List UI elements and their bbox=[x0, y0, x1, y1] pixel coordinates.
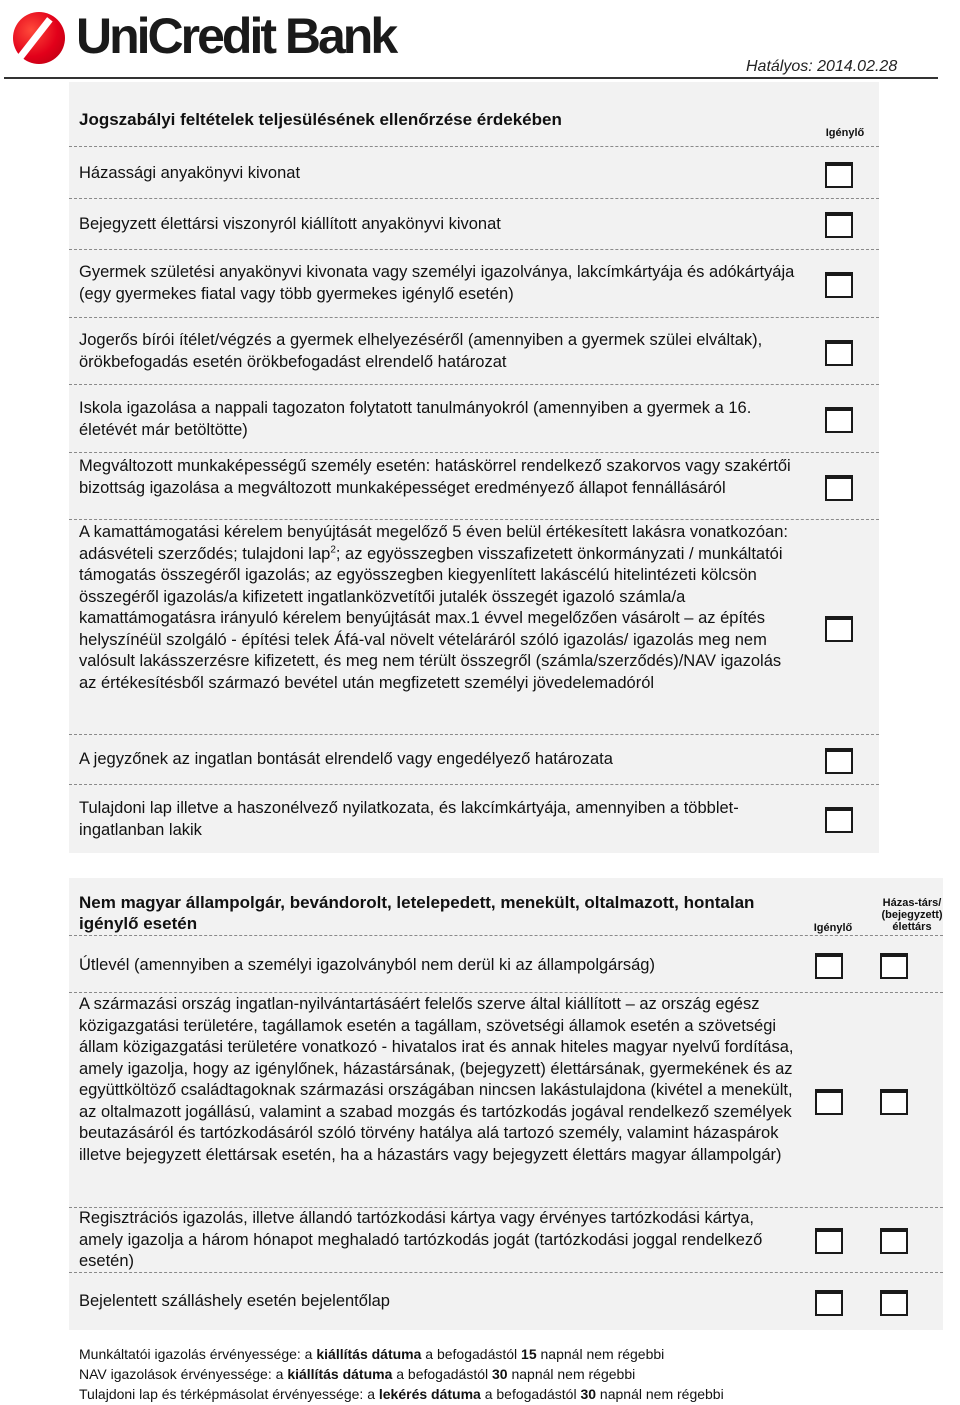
divider bbox=[69, 734, 879, 735]
section1-col-applicant: Igénylő bbox=[825, 127, 865, 139]
divider bbox=[69, 249, 879, 250]
divider bbox=[69, 384, 879, 385]
section2-col-spouse: Házas-társ/ (bejegyzett) élettárs bbox=[881, 897, 943, 933]
doc-accommodation-form: Bejelentett szálláshely esetén bejelentőlap bbox=[79, 1292, 390, 1310]
checkbox-registration-applicant[interactable] bbox=[815, 1228, 843, 1254]
divider bbox=[69, 935, 943, 936]
bank-name: UniCredit Bank bbox=[76, 8, 396, 64]
doc-school-certificate: Iskola igazolása a nappali tagozaton folytatott tanulmányokról (amennyiben a gyermek a 16. életévét már betöltötte) bbox=[79, 399, 752, 439]
doc-partnership-certificate: Bejegyzett élettársi viszonyról kiállított anyakönyvi kivonat bbox=[79, 215, 501, 233]
doc-passport: Útlevél (amennyiben a személyi igazolványból nem derül ki az állampolgárság) bbox=[79, 956, 655, 974]
divider bbox=[69, 452, 879, 453]
checkbox-marriage-certificate[interactable] bbox=[825, 162, 853, 188]
divider bbox=[69, 317, 879, 318]
divider bbox=[69, 146, 879, 147]
doc-no-property-abroad: A származási ország ingatlan-nyilvántartásáért felelős szerve által kiállított – az ország egész közigazgatási területére, tagállamok esetén a tagállam, szövetségi államok esetén a szövetségi állam közigazgatási területére vonatkozó - hivatalos irat és annak hiteles magyar nyelvű fordítása, amely igazolja, hogy az igénylőnek, házastársának, (bejegyzett) élettársának, gyermekének és az együttköltöző családtagoknak származási országában nincsen lakástulajdona (kivétel a menekült, az oltalmazott jogállású, valamint a szabad mozgás és tartózkodás jogával rendelkező személyek beutazásáról és tartózkodásáról szóló törvény hatálya alá tartozó személy, valamint házaspárok illetve bejegyzett élettársak esetén, ha a házastárs vagy bejegyzett élettárs magyar állampolgár) bbox=[79, 995, 794, 1164]
header-divider bbox=[4, 77, 938, 79]
doc-marriage-certificate: Házassági anyakönyvi kivonat bbox=[79, 164, 301, 182]
divider bbox=[69, 992, 943, 993]
divider bbox=[69, 519, 879, 520]
checkbox-no-property-applicant[interactable] bbox=[815, 1089, 843, 1115]
checkbox-child-documents[interactable] bbox=[825, 272, 853, 298]
divider bbox=[69, 1272, 943, 1273]
doc-demolition-decision: A jegyzőnek az ingatlan bontását elrendelő vagy engedélyező határozata bbox=[79, 750, 613, 768]
checkbox-sold-property[interactable] bbox=[825, 616, 853, 642]
divider bbox=[69, 784, 879, 785]
checkbox-disability-certificate[interactable] bbox=[825, 475, 853, 501]
checkbox-partnership-certificate[interactable] bbox=[825, 212, 853, 238]
section2-col-applicant: Igénylő bbox=[813, 922, 853, 934]
doc-child-documents: Gyermek születési anyakönyvi kivonata vagy személyi igazolványa, lakcímkártyája és adókártyája (egy gyermekes fiatal vagy több gyermekes igénylő esetén) bbox=[79, 263, 795, 303]
section2-title: Nem magyar állampolgár, bevándorolt, letelepedett, menekült, oltalmazott, hontalan igénylő esetén bbox=[79, 893, 755, 933]
checkbox-usufruct-statement[interactable] bbox=[825, 807, 853, 833]
checkbox-no-property-spouse[interactable] bbox=[880, 1089, 908, 1115]
divider bbox=[69, 198, 879, 199]
footer-nav-validity: NAV igazolások érvényessége: a kiállítás dátuma a befogadástól 30 napnál nem régebbi bbox=[79, 1366, 636, 1382]
checkbox-demolition-decision[interactable] bbox=[825, 748, 853, 774]
doc-sold-property: A kamattámogatási kérelem benyújtását megelőző 5 éven belül értékesített lakásra vonatkozóan: adásvételi szerződés; tulajdoni lap$^2$; az egyösszegben visszafizetett önkormányzati / munkáltatói támogatás összegéről igazolás; az egyösszegben kiegyenlített lakáscélú hitelintézeti kölcsön összegéről igazolás/a kifizetett ingatlanközvetítői jutalék összegét igazoló számla/a kamattámogatásra irányuló kérelem benyújtását max.1 évvel megelőzően vásárolt – az építés helyszínéül szolgáló - építési telek Áfá-val növelt vételáráról szóló igazolás/ igazolás meg nem valósult lakásszerzésre kifizetett, és meg nem térült összegről (számla/szerződés)/NAV igazolás az értékesítésből származó bevétel után megfizetett személyi jövedelemadóról bbox=[79, 523, 788, 692]
checkbox-court-decision[interactable] bbox=[825, 340, 853, 366]
checkbox-school-certificate[interactable] bbox=[825, 407, 853, 433]
section1-title: Jogszabályi feltételek teljesülésének ellenőrzése érdekében bbox=[79, 110, 562, 129]
checkbox-passport-applicant[interactable] bbox=[815, 953, 843, 979]
checkbox-registration-spouse[interactable] bbox=[880, 1228, 908, 1254]
page-header bbox=[0, 0, 960, 80]
checkbox-accommodation-spouse[interactable] bbox=[880, 1290, 908, 1316]
checkbox-passport-spouse[interactable] bbox=[880, 953, 908, 979]
effective-date: Hatályos: 2014.02.28 bbox=[746, 58, 898, 75]
checkbox-accommodation-applicant[interactable] bbox=[815, 1290, 843, 1316]
doc-court-decision: Jogerős bírói ítélet/végzés a gyermek elhelyezéséről (amennyiben a gyermek szülei elváltak), örökbefogadás esetén örökbefogadást elrendelő határozat bbox=[79, 331, 763, 371]
doc-disability-certificate: Megváltozott munkaképességű személy esetén: hatáskörrel rendelkező szakorvos vagy szakértői bizottság igazolása a megváltozott munkaképességet eredményező állapot fennállásáról bbox=[79, 457, 791, 497]
footer-land-registry-validity: Tulajdoni lap és térképmásolat érvényessége: a lekérés dátuma a befogadástól 30 napnál nem régebbi bbox=[79, 1386, 724, 1402]
doc-registration-certificate: Regisztrációs igazolás, illetve állandó tartózkodási kártya vagy érvényes tartózkodási kártya, amely igazolja a három hónapot meghaladó tartózkodás jogát (tartózkodási joggal rendelkező esetén) bbox=[79, 1209, 763, 1270]
footer-employer-validity: Munkáltatói igazolás érvényessége: a kiállítás dátuma a befogadástól 15 napnál nem régebbi bbox=[79, 1346, 665, 1362]
doc-usufruct-statement: Tulajdoni lap illetve a haszonélvező nyilatkozata, és lakcímkártyája, amennyiben a többlet-ingatlanban lakik bbox=[79, 799, 739, 839]
